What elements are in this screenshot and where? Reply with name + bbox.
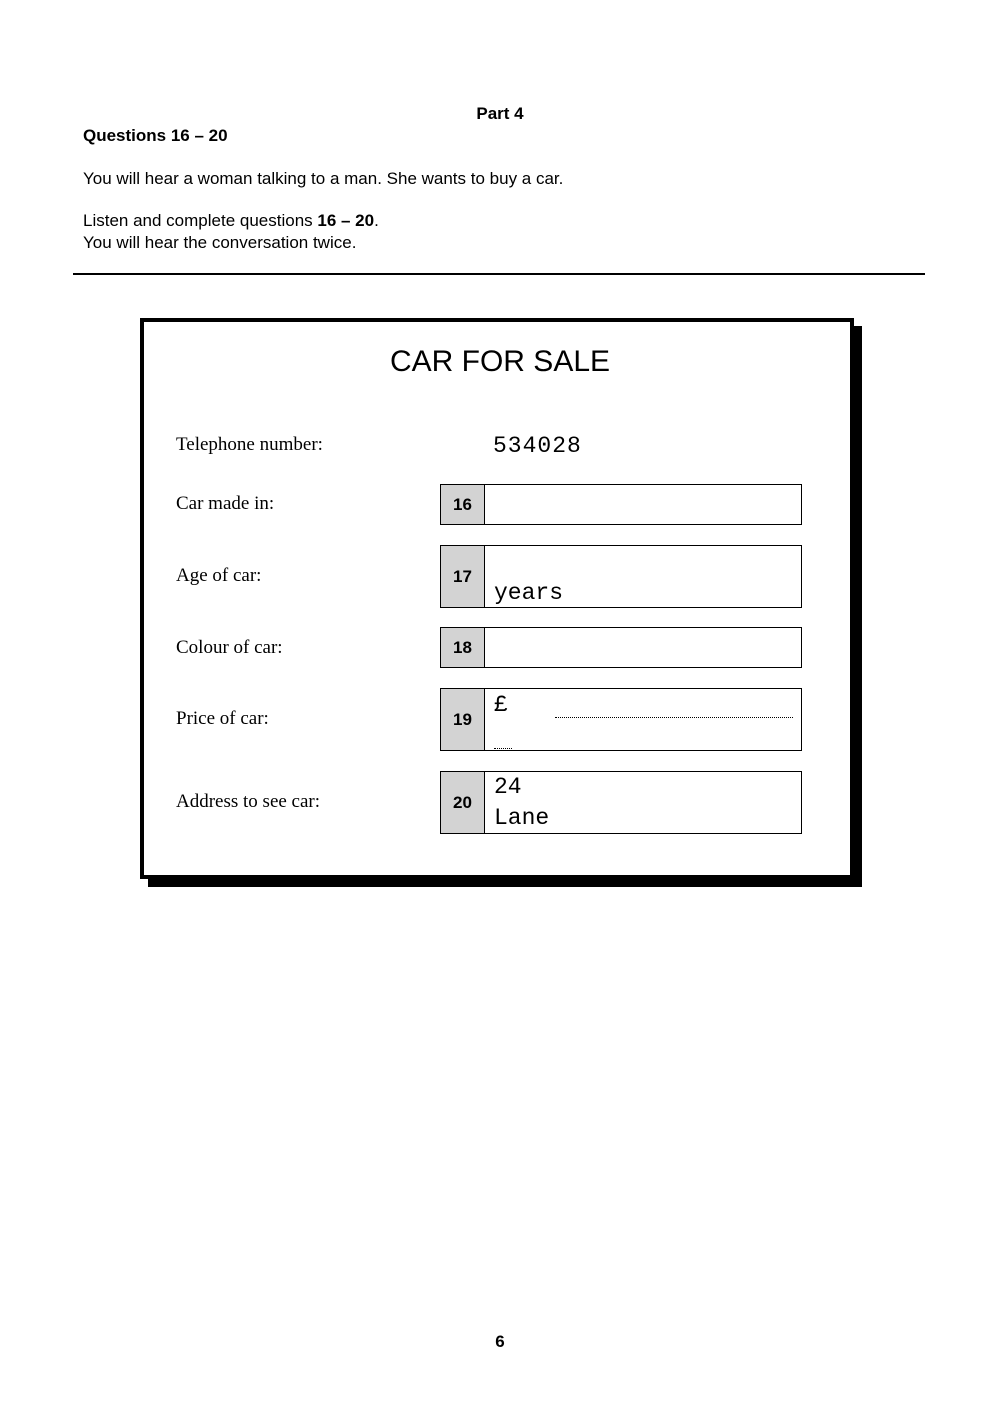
dotted-line-small — [494, 748, 512, 749]
age-input[interactable] — [485, 546, 801, 607]
answer-field-20[interactable] — [440, 771, 802, 834]
price-input[interactable] — [485, 689, 801, 750]
colour-label: Colour of car: — [176, 637, 283, 658]
phone-label: Telephone number: — [176, 434, 323, 455]
phone-value: 534028 — [493, 433, 582, 459]
made-in-label: Car made in: — [176, 493, 275, 514]
address-street-suffix: Lane — [494, 805, 550, 831]
address-input[interactable] — [485, 772, 801, 833]
age-label: Age of car: — [176, 565, 262, 586]
address-number: 24 — [494, 774, 522, 800]
divider — [73, 273, 925, 275]
question-number-19: 19 — [441, 689, 485, 750]
instruction-text — [83, 211, 379, 231]
answer-field-17[interactable] — [440, 545, 802, 608]
page-number: 6 — [495, 1332, 505, 1351]
instruction-suffix: . — [374, 211, 379, 230]
pound-sign: £ — [494, 692, 508, 718]
price-label: Price of car: — [176, 708, 269, 729]
instruction-bold: 16 – 20 — [317, 211, 375, 230]
question-number-18: 18 — [441, 628, 485, 667]
answer-field-19[interactable] — [440, 688, 802, 751]
address-label: Address to see car: — [176, 791, 321, 812]
question-number-16: 16 — [441, 485, 485, 524]
intro-text: You will hear a woman talking to a man. She wants to buy a car. — [83, 169, 564, 188]
answer-field-16[interactable] — [440, 484, 802, 525]
instruction-prefix: Listen and complete questions — [83, 211, 318, 230]
made-in-input[interactable] — [485, 485, 801, 524]
part-title: Part 4 — [476, 104, 524, 123]
colour-input[interactable] — [485, 628, 801, 667]
years-suffix: years — [494, 580, 564, 606]
form-title: CAR FOR SALE — [389, 345, 611, 378]
question-number-17: 17 — [441, 546, 485, 607]
answer-field-18[interactable] — [440, 627, 802, 668]
instruction-line-2: You will hear the conversation twice. — [83, 233, 357, 252]
question-number-20: 20 — [441, 772, 485, 833]
questions-range: Questions 16 – 20 — [83, 126, 228, 145]
dotted-line — [555, 717, 793, 718]
